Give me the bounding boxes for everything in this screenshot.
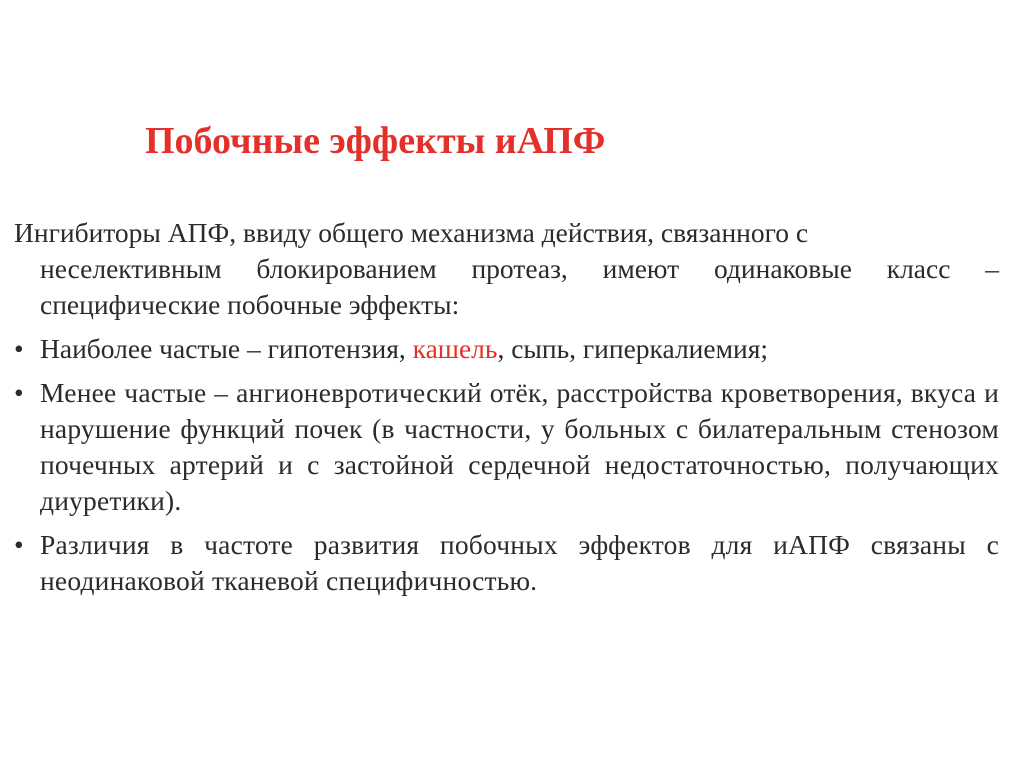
bullet-differences [14, 527, 999, 599]
intro-lead: Ингибиторы АПФ, ввиду общего механизма действия, связанного с [14, 217, 809, 248]
bullet-marker: • [14, 529, 24, 560]
bullet-frequent-before: Наиболее частые – гипотензия, [40, 333, 413, 364]
highlight-cough: кашель [412, 333, 498, 364]
bullet-differences-text: Различия в частоте развития побочных эффектов для иАПФ связаны с неодинаковой тканевой специфичностью. [40, 529, 999, 596]
bullet-frequent [14, 331, 999, 367]
bullet-less-frequent-text: Менее частые – ангионевротический отёк, расстройства кроветворения, вкуса и нарушение функций почек (в частности, у больных с билатеральным стенозом почечных артерий и с застойной сердечной недостаточностью, получающих диуретики). [40, 377, 999, 516]
bullet-less-frequent [14, 375, 999, 519]
slide-title: Побочные эффекты иАПФ [145, 120, 606, 162]
bullet-marker: • [14, 333, 24, 364]
slide-body [14, 215, 999, 599]
bullet-frequent-after: , сыпь, гиперкалиемия; [497, 333, 768, 364]
intro-paragraph [14, 215, 999, 323]
bullet-marker: • [14, 377, 24, 408]
intro-rest: неселективным блокированием протеаз, имеют одинаковые класс – специфические побочные эффекты: [40, 253, 999, 320]
